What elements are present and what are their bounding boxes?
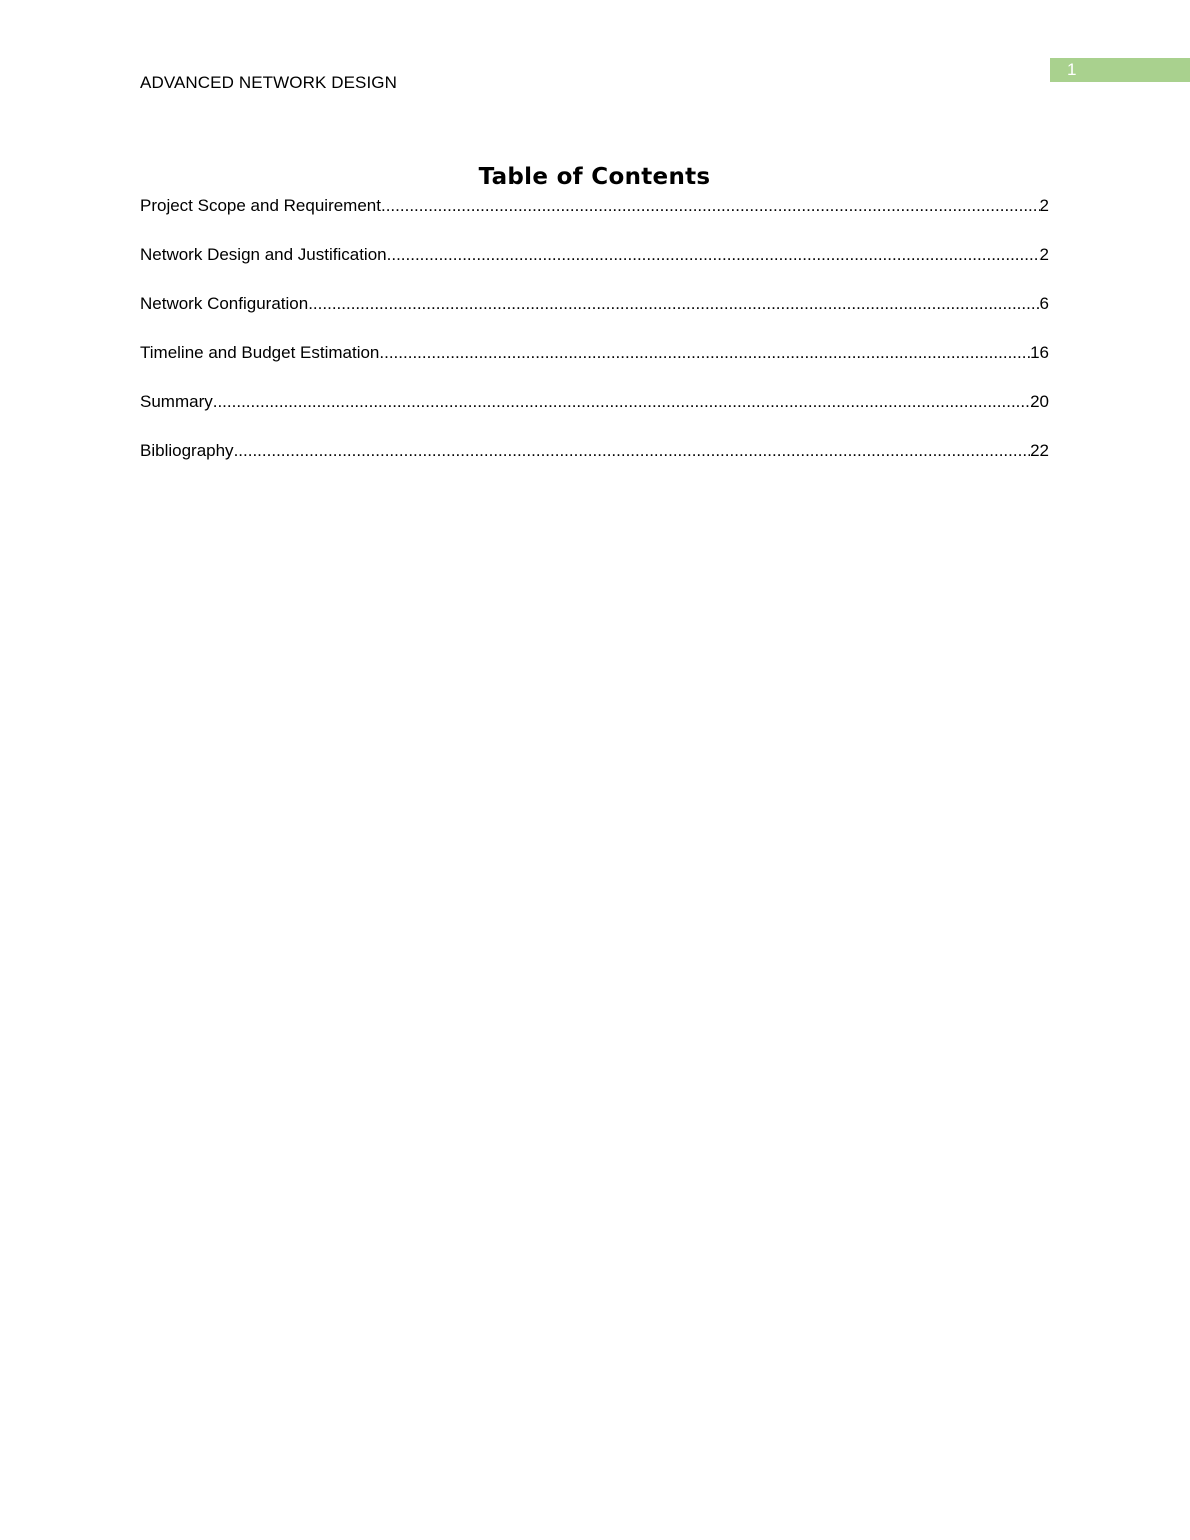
toc-entry-page: 2 <box>1039 196 1049 215</box>
toc-entry-timeline-budget[interactable] <box>140 341 1049 365</box>
toc-entry-page: 22 <box>1030 441 1049 460</box>
toc-entry-label: Network Configuration <box>140 294 309 313</box>
toc-entry-project-scope[interactable] <box>140 194 1049 218</box>
toc-entry-page: 6 <box>1039 294 1049 313</box>
toc-entry-page: 16 <box>1030 343 1049 362</box>
running-header: ADVANCED NETWORK DESIGN <box>140 73 398 92</box>
toc-dot-leader <box>234 439 1031 463</box>
toc-dot-leader <box>308 292 1039 316</box>
toc-entry-network-configuration[interactable] <box>140 292 1049 316</box>
toc-entry-network-design[interactable] <box>140 243 1049 267</box>
toc-entry-label: Network Design and Justification <box>140 245 387 264</box>
toc-entry-label: Summary <box>140 392 213 411</box>
toc-dot-leader <box>387 243 1040 267</box>
toc-entry-page: 20 <box>1030 392 1049 411</box>
toc-dot-leader <box>381 194 1040 218</box>
page-number-badge: 1 <box>1050 58 1190 82</box>
toc-list <box>140 194 1049 488</box>
toc-entry-label: Bibliography <box>140 441 234 460</box>
toc-dot-leader <box>379 341 1030 365</box>
toc-entry-page: 2 <box>1039 245 1049 264</box>
toc-entry-bibliography[interactable] <box>140 439 1049 463</box>
toc-entry-label: Project Scope and Requirement <box>140 196 381 215</box>
toc-entry-summary[interactable] <box>140 390 1049 414</box>
toc-entry-label: Timeline and Budget Estimation <box>140 343 380 362</box>
toc-dot-leader <box>213 390 1030 414</box>
toc-title: Table of Contents <box>478 164 711 190</box>
